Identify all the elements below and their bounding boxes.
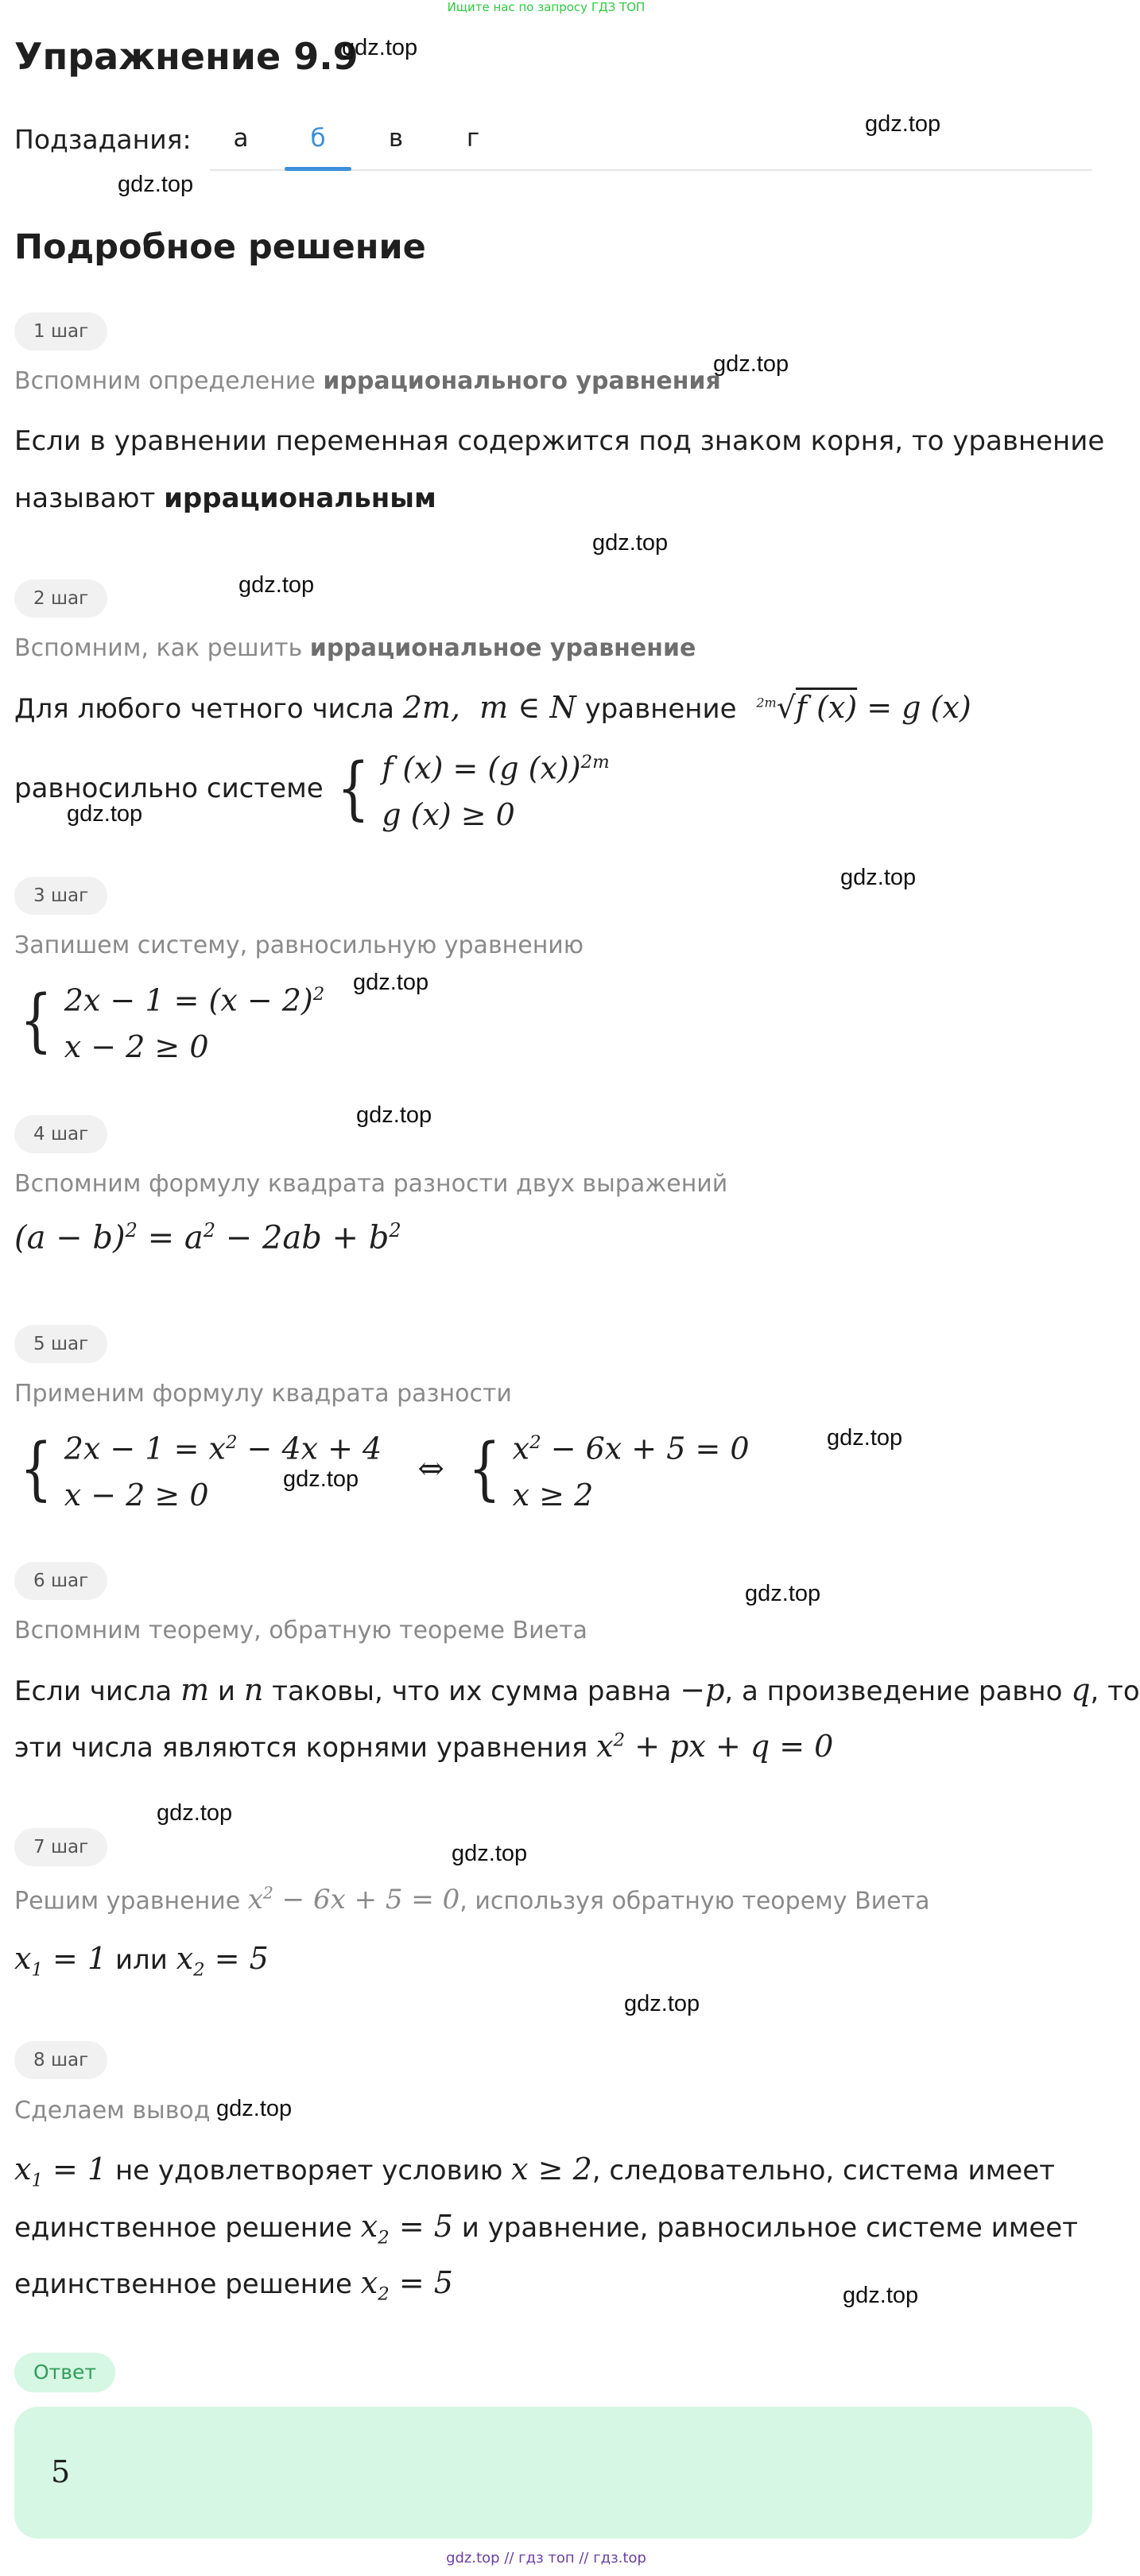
watermark: gdz.top [353, 970, 429, 995]
step-badge: 3 шаг [14, 877, 107, 915]
watermark: gdz.top [840, 865, 917, 890]
step-hint: Вспомним определение иррационального уравнения [14, 367, 721, 395]
watermark: gdz.top [67, 801, 143, 827]
top-banner: Ищите нас по запросу ГДЗ ТОП [447, 0, 646, 14]
equation-system: { $2x - 1 = (x - 2)^2$ x − 2 ≥ 0 [19, 980, 325, 1064]
tab-a[interactable]: а [233, 124, 249, 153]
step-hint: Запишем систему, равносильную уравнению [14, 932, 584, 959]
watermark: gdz.top [118, 172, 194, 197]
step-hint: Вспомним формулу квадрата разности двух выражений [14, 1170, 728, 1198]
step-badge: 6 шаг [14, 1562, 107, 1600]
step-hint: Применим формулу квадрата разности [14, 1380, 512, 1408]
step-text: единственное решение $x_2 = 5$ и уравнение, равносильное системе имеет [14, 2209, 1078, 2249]
equation-system: { $2x - 1 = x^2 - 4x + 4$ x − 2 ≥ 0 ⇔ { $x^2 - 6x + 5 = 0$ x ≥ 2 [19, 1428, 750, 1513]
step-text: Если числа m и n таковы, что их сумма равна −p, а произведение равно q, то [14, 1672, 1140, 1707]
step-text: единственное решение $x_2 = 5$ [14, 2265, 453, 2305]
watermark: gdz.top [356, 1102, 432, 1128]
step-badge: 2 шаг [14, 579, 107, 618]
page-title: Упражнение 9.9 [14, 35, 359, 78]
footer-links[interactable]: gdz.top // гдз топ // гдз.top [446, 2550, 646, 2566]
step-badge: 1 шаг [14, 312, 107, 351]
watermark: gdz.top [592, 530, 669, 556]
step-badge: 8 шаг [14, 2041, 107, 2079]
step-hint: Вспомним, как решить иррациональное уравнение [14, 634, 696, 662]
step-text: $x_1 = 1$ не удовлетворяет условию x ≥ 2, следовательно, система имеет [14, 2152, 1055, 2191]
watermark: gdz.top [216, 2096, 293, 2121]
watermark: gdz.top [283, 1466, 359, 1492]
watermark: gdz.top [342, 35, 418, 60]
active-tab-indicator [285, 167, 351, 171]
subtasks-label: Подзадания: [14, 124, 192, 155]
step-text: эти числа являются корнями уравнения $x^2$ + px + q = 0 [14, 1729, 834, 1764]
watermark: gdz.top [157, 1800, 233, 1826]
step-hint: Решим уравнение $x^2 - 6x + 5 = 0$, используя обратную теорему Виета [14, 1884, 930, 1916]
section-title: Подробное решение [14, 227, 426, 267]
step-text: называют иррациональным [14, 482, 436, 514]
answer-badge: Ответ [14, 2353, 115, 2392]
step-result: $x_1 = 1$ или $x_2 = 5$ [14, 1941, 269, 1981]
step-hint: Вспомним теорему, обратную теореме Виета [14, 1617, 587, 1644]
step-badge: 7 шаг [14, 1828, 107, 1866]
step-text: Для любого четного числа 2m, m ∈ N уравнение $^{2m}$√f (x) = g (x) [14, 690, 971, 725]
step-text: равносильно системе { f (x) = (g (x))$^{2m}$ g (x) ≥ 0 [14, 739, 610, 838]
tab-g[interactable]: г [466, 124, 480, 153]
step-badge: 4 шаг [14, 1115, 107, 1153]
step-badge: 5 шаг [14, 1325, 107, 1363]
tab-v[interactable]: в [388, 124, 404, 153]
answer-value: 5 [51, 2454, 71, 2489]
step-text: Если в уравнении переменная содержится под знаком корня, то уравнение [14, 425, 1105, 457]
watermark: gdz.top [452, 1841, 528, 1866]
watermark: gdz.top [843, 2283, 919, 2308]
formula: $(a - b)^2 = a^2 - 2ab + b^2$ [14, 1219, 401, 1257]
watermark: gdz.top [238, 572, 315, 598]
tab-b[interactable]: б [310, 124, 326, 153]
watermark: gdz.top [624, 1991, 700, 2016]
step-hint: Сделаем вывод [14, 2097, 211, 2125]
watermark: gdz.top [745, 1581, 821, 1606]
watermark: gdz.top [865, 111, 941, 137]
watermark: gdz.top [827, 1425, 903, 1451]
answer-box [14, 2407, 1092, 2539]
watermark: gdz.top [713, 351, 789, 377]
equation-system: { f (x) = (g (x))$^{2m}$ g (x) ≥ 0 [337, 748, 610, 832]
